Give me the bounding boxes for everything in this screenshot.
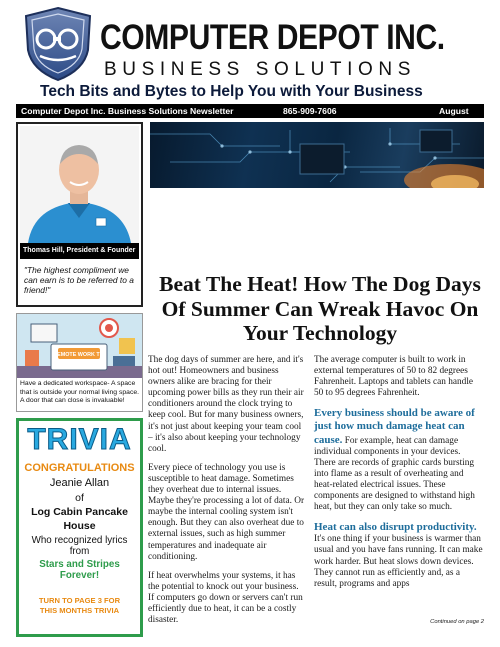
trivia-business-line2: House xyxy=(63,520,96,532)
founder-photo xyxy=(20,126,139,243)
article-column-2 xyxy=(314,355,484,598)
trivia-business-line1: Log Cabin Pancake xyxy=(31,506,128,518)
article-subhead: Heat can also disrupt productivity. xyxy=(314,521,477,534)
trivia-who-recognized: Who recognized lyrics from xyxy=(31,535,128,557)
brand-subtitle: BUSINESS SOLUTIONS xyxy=(104,59,416,80)
trivia-title: TRIVIA xyxy=(27,423,132,456)
article-paragraph: The average computer is built to work in external temperatures of 50 to 82 degrees Fahrenheit. Laptops and tablets can handle 50 to 95 degrees Fahrenheit. xyxy=(314,355,474,399)
founder-card xyxy=(16,122,143,307)
banner-image xyxy=(150,122,484,188)
article-subhead: Every business should be aware of just how much damage heat can cause. xyxy=(314,407,475,446)
tip-text: Have a dedicated workspace- A space that is outside your normal living space. A door that can close is invaluable! xyxy=(20,380,140,405)
article-headline: Beat The Heat! How The Dog Days Of Summer Can Wreak Havoc On Your Technology xyxy=(159,272,481,345)
trivia-song-stars: Stars and Stripes xyxy=(39,559,120,570)
trivia-turn-line1: TURN TO PAGE 3 FOR xyxy=(38,596,121,605)
tagline: Tech Bits and Bytes to Help You with Your Business xyxy=(40,83,423,100)
article-paragraph: The dog days of summer are here, and it's hot out! Homeowners and business owners alike are bracing for their upcoming power bills as they run their air conditioners around the clock trying to keep cool. But for many business owners, it's not just about keeping your team cool – it's also about keeping your technology cool. xyxy=(148,355,304,454)
trivia-winner: Jeanie Allan xyxy=(49,477,110,489)
trivia-congratulations: CONGRATULATIONS xyxy=(24,462,135,474)
remote-work-tip xyxy=(16,313,143,412)
article-text: It's one thing if your business is warmer than usual and you have fans running. It can make work harder. But heat slows down devices. They cannot run as efficiently and, as a result, programs and apps xyxy=(314,534,483,589)
trivia-of: of xyxy=(75,492,84,504)
article-paragraph xyxy=(314,521,484,590)
tip-badge: REMOTE WORK TIP xyxy=(53,352,105,358)
article-column-1 xyxy=(148,355,306,634)
founder-quote: "The highest compliment we can earn is to be referred to a friend!" xyxy=(24,265,134,295)
founder-caption: Thomas Hill, President & Founder xyxy=(20,243,139,259)
trivia-turn-line2: THIS MONTHS TRIVIA xyxy=(39,606,120,615)
article-paragraph xyxy=(314,407,484,513)
issue-date: August xyxy=(439,106,469,116)
trivia-song-forever: Forever! xyxy=(59,570,100,581)
continued-note: Continued on page 2 xyxy=(430,619,484,625)
trivia-box xyxy=(16,418,143,637)
article-text: For example, heat can damage individual components in your devices. There are records of graphic cards bursting into flame as a result of overheating and heat-related electrical issues. These components are designed to withstand high heat, but they can only take so much. xyxy=(314,435,475,513)
workspace-illustration xyxy=(17,314,142,378)
trivia-turn-page xyxy=(19,596,140,616)
shield-logo-icon xyxy=(22,6,94,82)
person-icon xyxy=(20,126,139,243)
article-paragraph: Every piece of technology you use is susceptible to heat damage. Sometimes they overheat due to internal issues. Maybe they're processing a lot of data. Or maybe the internal cooling system isn't enough. But they can also overheat due to external issues, such as high summer temperatures and inadequate air conditioning. xyxy=(148,462,305,562)
workspace-icon xyxy=(17,314,142,378)
article-paragraph: If heat overwhelms your systems, it has the potential to knock out your business. If computers go down or servers can't run efficiently due to heat, it can be a costly disaster. xyxy=(148,570,303,626)
circuit-board-icon xyxy=(150,122,484,188)
phone-number: 865-909-7606 xyxy=(283,106,337,116)
brand-title: COMPUTER DEPOT INC. xyxy=(100,18,445,57)
newsletter-name: Computer Depot Inc. Business Solutions Newsletter xyxy=(21,106,234,116)
trivia-song xyxy=(19,559,140,581)
info-bar xyxy=(16,104,484,118)
